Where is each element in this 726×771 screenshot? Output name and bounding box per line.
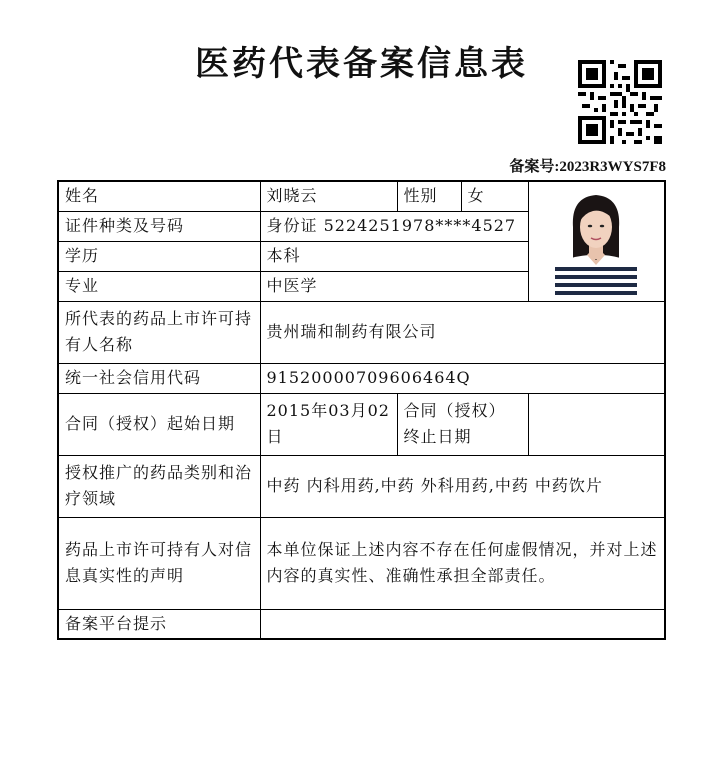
- portrait-photo: [551, 187, 641, 295]
- row-credit-code: [58, 363, 665, 393]
- photo-cell: [528, 181, 665, 301]
- education-value: 本科: [260, 241, 528, 271]
- credit-code-label: 统一社会信用代码: [58, 363, 260, 393]
- notice-label: 备案平台提示: [58, 609, 260, 639]
- row-notice: [58, 609, 665, 639]
- page-title: 医药代表备案信息表: [195, 44, 528, 84]
- id-label: 证件种类及号码: [58, 211, 260, 241]
- notice-value: [260, 609, 665, 639]
- scope-label: 授权推广的药品类别和治疗领域: [58, 455, 260, 517]
- gender-value: 女: [461, 181, 528, 211]
- scope-value: 中药 内科用药,中药 外科用药,中药 中药饮片: [260, 455, 665, 517]
- declaration-value: 本单位保证上述内容不存在任何虚假情况，并对上述内容的真实性、准确性承担全部责任。: [260, 517, 665, 609]
- name-value: 刘晓云: [260, 181, 397, 211]
- info-table: [57, 180, 666, 640]
- row-declaration: [58, 517, 665, 609]
- name-label: 姓名: [58, 181, 260, 211]
- record-number: [509, 155, 666, 176]
- end-date-value: [528, 393, 665, 455]
- row-holder: [58, 301, 665, 363]
- education-label: 学历: [58, 241, 260, 271]
- holder-value: 贵州瑞和制药有限公司: [260, 301, 665, 363]
- major-value: 中医学: [260, 271, 528, 301]
- qr-code-icon: [578, 60, 662, 144]
- holder-label: 所代表的药品上市许可持有人名称: [58, 301, 260, 363]
- gender-label: 性别: [397, 181, 461, 211]
- major-label: 专业: [58, 271, 260, 301]
- declaration-label: 药品上市许可持有人对信息真实性的声明: [58, 517, 260, 609]
- row-contract-dates: [58, 393, 665, 455]
- record-number-value: 2023R3WYS7F8: [559, 159, 666, 175]
- start-date-value: 2015年03月02日: [260, 393, 397, 455]
- credit-code-value: 91520000709606464Q: [260, 363, 665, 393]
- end-date-label: 合同（授权）终止日期: [397, 393, 528, 455]
- record-number-label: 备案号:: [509, 159, 560, 175]
- start-date-label: 合同（授权）起始日期: [58, 393, 260, 455]
- row-name: [58, 181, 665, 211]
- id-value: 身份证 5224251978****4527: [260, 211, 528, 241]
- row-scope: [58, 455, 665, 517]
